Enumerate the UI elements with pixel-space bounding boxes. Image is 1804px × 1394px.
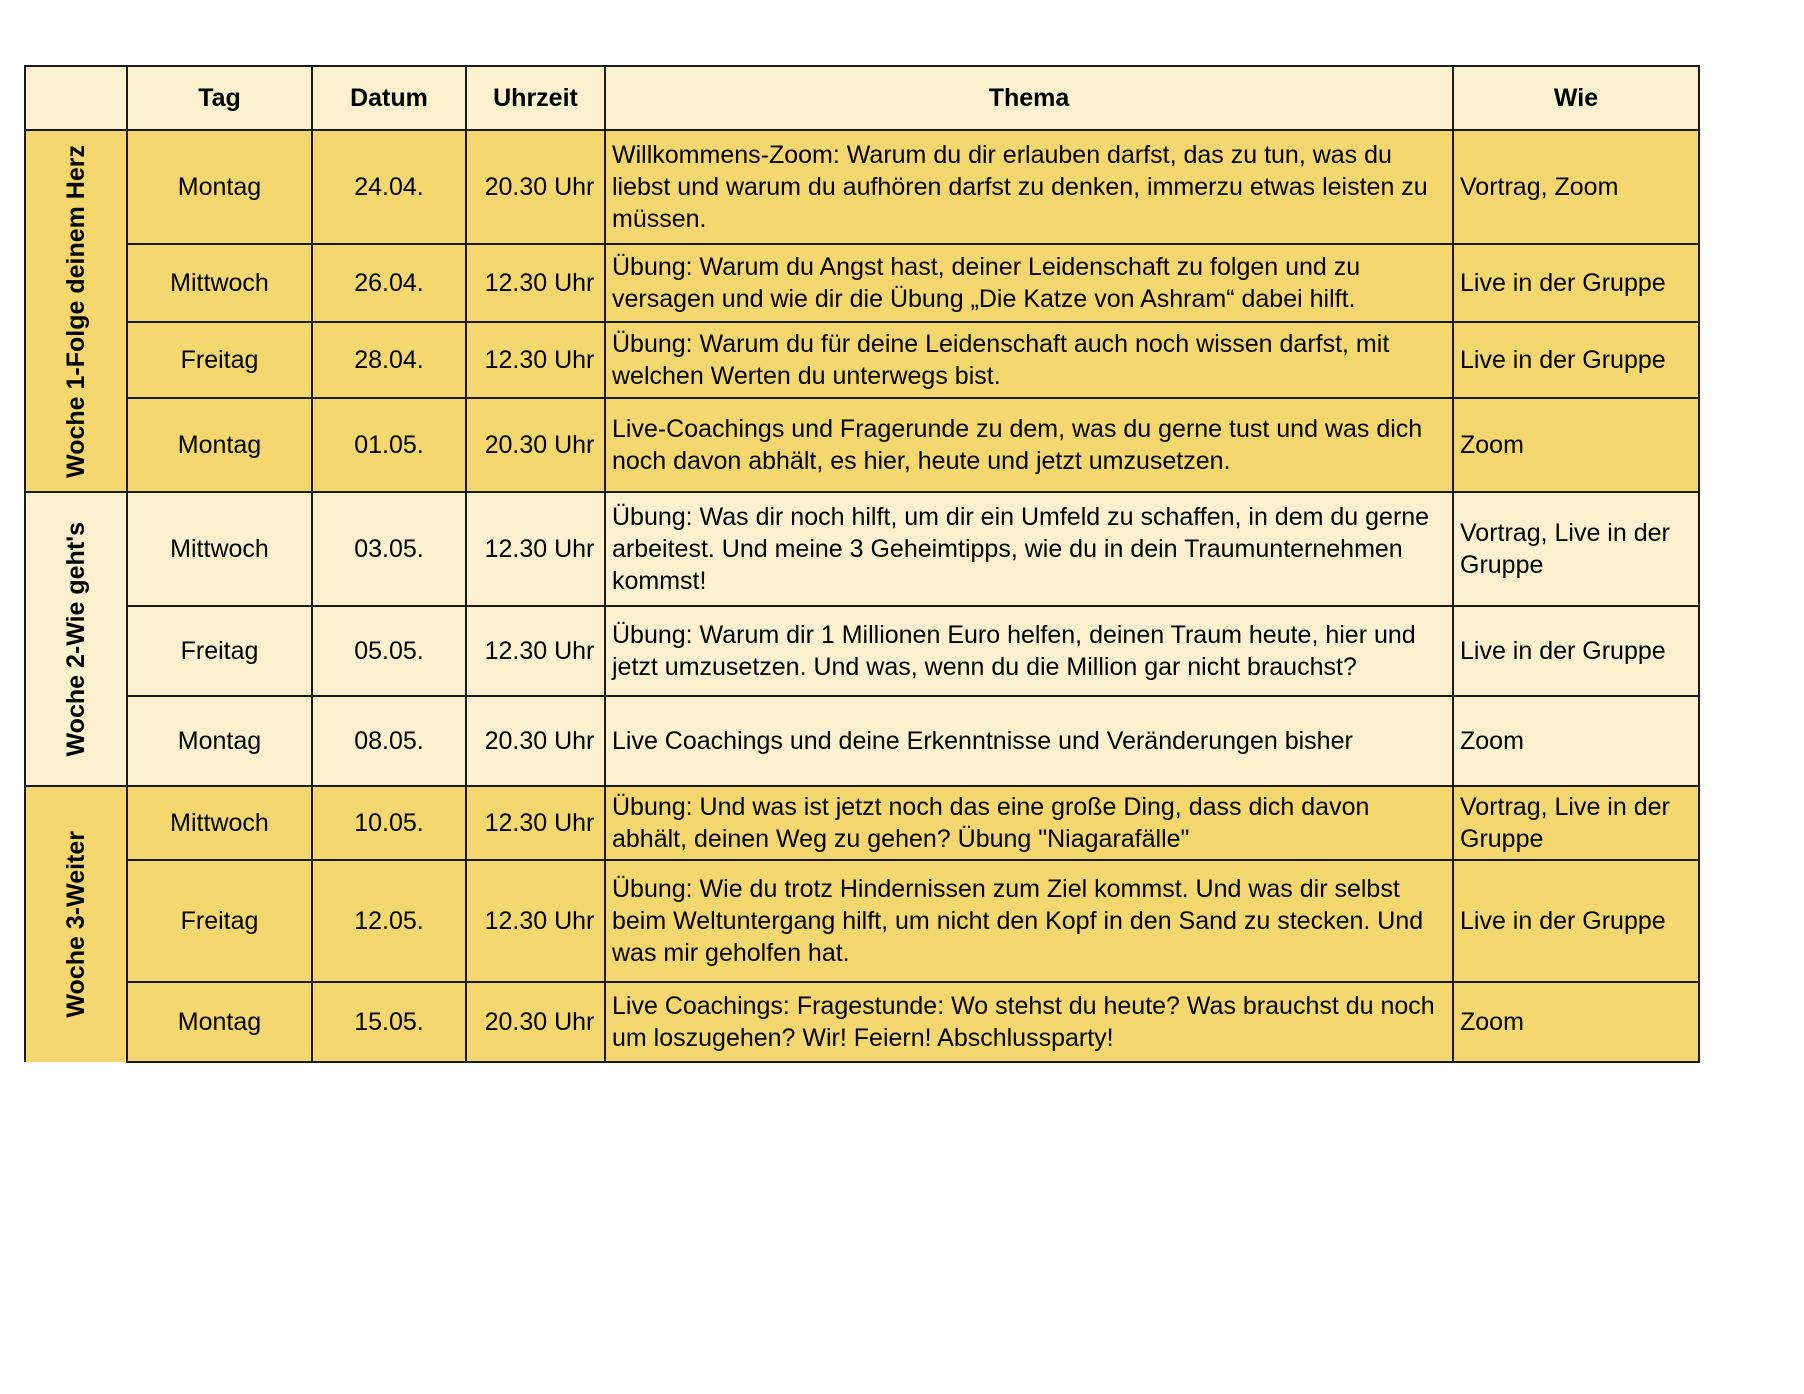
week-label-wrap [26, 522, 126, 756]
how-cell: Zoom [1453, 696, 1699, 786]
date-cell: 28.04. [312, 322, 466, 398]
topic-cell: Übung: Was dir noch hilft, um dir ein Umfeld zu schaffen, in dem du gerne arbeitest. Und meine 3 Geheimtipps, wie du in dein Traumunternehmen kommst! [605, 492, 1453, 606]
time-cell: 20.30 Uhr [466, 696, 605, 786]
time-cell: 12.30 Uhr [466, 244, 605, 322]
day-cell: Montag [127, 696, 312, 786]
time-cell: 12.30 Uhr [466, 492, 605, 606]
how-cell: Live in der Gruppe [1453, 244, 1699, 322]
date-cell: 10.05. [312, 786, 466, 860]
header-how: Wie [1453, 66, 1699, 130]
day-cell: Mittwoch [127, 786, 312, 860]
table-row [25, 398, 1699, 492]
topic-cell: Übung: Warum du für deine Leidenschaft auch noch wissen darfst, mit welchen Werten du unterwegs bist. [605, 322, 1453, 398]
how-cell: Vortrag, Live in der Gruppe [1453, 786, 1699, 860]
header-date: Datum [312, 66, 466, 130]
time-cell: 12.30 Uhr [466, 860, 605, 982]
how-cell: Live in der Gruppe [1453, 322, 1699, 398]
table-row [25, 786, 1699, 860]
topic-cell: Übung: Warum dir 1 Millionen Euro helfen, deinen Traum heute, hier und jetzt umzusetzen. Und was, wenn du die Million gar nicht brauchst? [605, 606, 1453, 696]
how-cell: Zoom [1453, 982, 1699, 1062]
header-week [25, 66, 127, 130]
day-cell: Montag [127, 398, 312, 492]
table-row [25, 492, 1699, 606]
day-cell: Montag [127, 130, 312, 244]
topic-cell: Übung: Wie du trotz Hindernissen zum Ziel kommst. Und was dir selbst beim Weltuntergang hilft, um nicht den Kopf in den Sand zu stecken. Und was mir geholfen hat. [605, 860, 1453, 982]
how-cell: Vortrag, Live in der Gruppe [1453, 492, 1699, 606]
topic-cell: Live Coachings: Fragestunde: Wo stehst du heute? Was brauchst du noch um loszugehen? Wir! Feiern! Abschlussparty! [605, 982, 1453, 1062]
topic-cell: Übung: Und was ist jetzt noch das eine große Ding, dass dich davon abhält, deinen Weg zu gehen? Übung "Niagarafälle" [605, 786, 1453, 860]
time-cell: 20.30 Uhr [466, 398, 605, 492]
topic-cell: Live-Coachings und Fragerunde zu dem, was du gerne tust und was dich noch davon abhält, es hier, heute und jetzt umzusetzen. [605, 398, 1453, 492]
day-cell: Freitag [127, 322, 312, 398]
week-cell [25, 492, 127, 786]
header-row [25, 66, 1699, 130]
table-row [25, 860, 1699, 982]
week-cell [25, 130, 127, 492]
schedule-body [25, 130, 1699, 1062]
table-row [25, 696, 1699, 786]
week-label: Woche 2-Wie geht's [62, 521, 90, 757]
date-cell: 26.04. [312, 244, 466, 322]
date-cell: 03.05. [312, 492, 466, 606]
how-cell: Zoom [1453, 398, 1699, 492]
week-cell [25, 786, 127, 1062]
header-time: Uhrzeit [466, 66, 605, 130]
week-label: Woche 1-Folge deinem Herz [62, 144, 90, 478]
topic-cell: Live Coachings und deine Erkenntnisse und Veränderungen bisher [605, 696, 1453, 786]
date-cell: 01.05. [312, 398, 466, 492]
table-row [25, 130, 1699, 244]
day-cell: Montag [127, 982, 312, 1062]
week-label-wrap [26, 145, 126, 478]
table-row [25, 606, 1699, 696]
how-cell: Vortrag, Zoom [1453, 130, 1699, 244]
date-cell: 24.04. [312, 130, 466, 244]
header-topic: Thema [605, 66, 1453, 130]
day-cell: Freitag [127, 860, 312, 982]
topic-cell: Übung: Warum du Angst hast, deiner Leidenschaft zu folgen und zu versagen und wie dir die Übung „Die Katze von Ashram“ dabei hilft. [605, 244, 1453, 322]
how-cell: Live in der Gruppe [1453, 860, 1699, 982]
time-cell: 20.30 Uhr [466, 130, 605, 244]
day-cell: Mittwoch [127, 244, 312, 322]
week-label-wrap [26, 831, 126, 1018]
topic-cell: Willkommens-Zoom: Warum du dir erlauben darfst, das zu tun, was du liebst und warum du aufhören darfst zu denken, immerzu etwas leisten zu müssen. [605, 130, 1453, 244]
time-cell: 12.30 Uhr [466, 606, 605, 696]
how-cell: Live in der Gruppe [1453, 606, 1699, 696]
date-cell: 08.05. [312, 696, 466, 786]
date-cell: 12.05. [312, 860, 466, 982]
day-cell: Freitag [127, 606, 312, 696]
schedule-table [24, 65, 1700, 1063]
table-row [25, 244, 1699, 322]
header-day: Tag [127, 66, 312, 130]
table-row [25, 982, 1699, 1062]
time-cell: 12.30 Uhr [466, 786, 605, 860]
week-label: Woche 3-Weiter [62, 831, 90, 1018]
time-cell: 20.30 Uhr [466, 982, 605, 1062]
day-cell: Mittwoch [127, 492, 312, 606]
time-cell: 12.30 Uhr [466, 322, 605, 398]
date-cell: 15.05. [312, 982, 466, 1062]
date-cell: 05.05. [312, 606, 466, 696]
table-row [25, 322, 1699, 398]
